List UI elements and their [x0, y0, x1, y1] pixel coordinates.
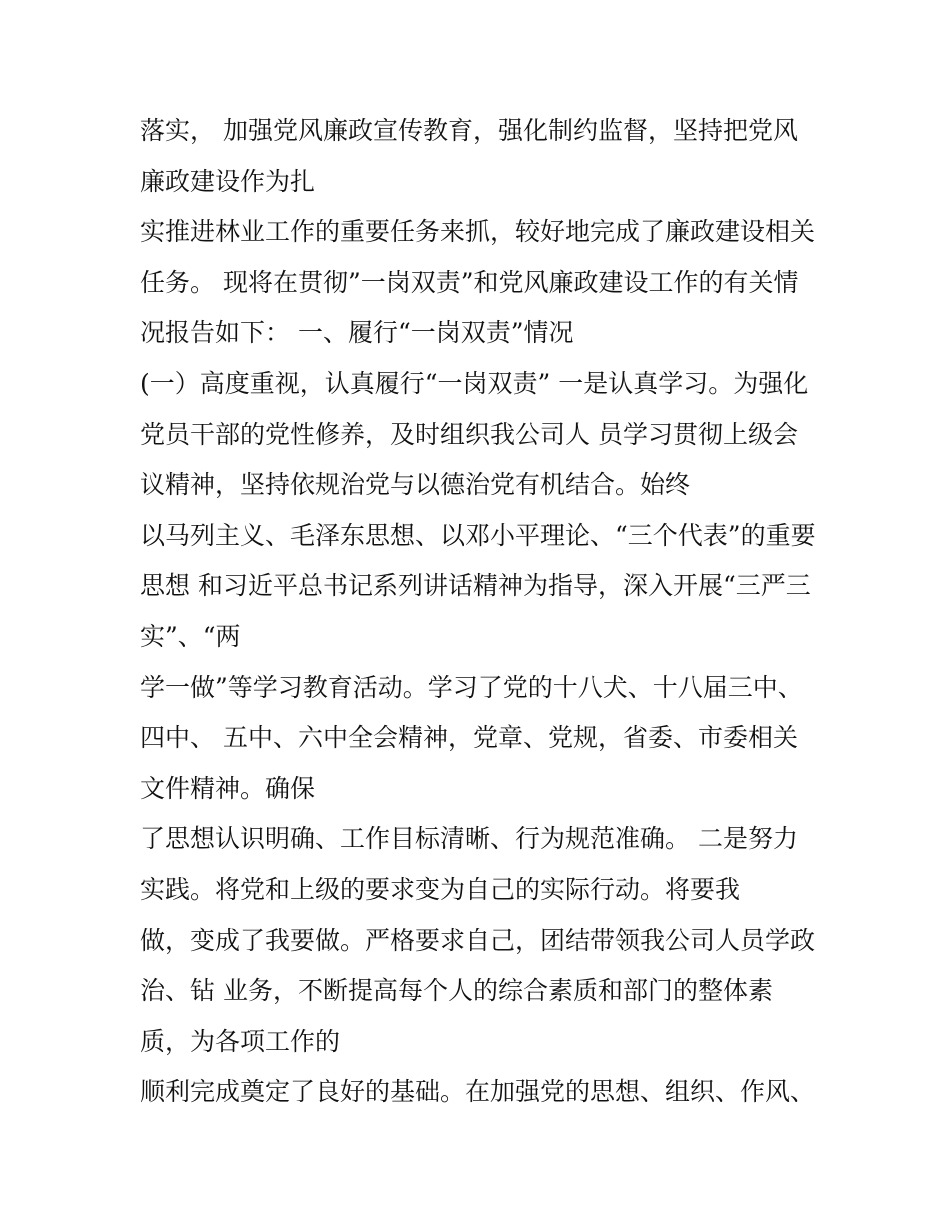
text-line: 廉政建设作为扎	[140, 166, 316, 196]
text-line: 实推进林业工作的重要任务来抓，较好地完成了廉政建设相关	[140, 217, 816, 247]
text-line: (一）高度重视，认真履行“一岗双责” 一是认真学习。为强化	[140, 368, 809, 398]
text-line: 况报告如下： 一、履行“一岗双责”情况	[140, 318, 574, 348]
text-line: 实”、“两	[140, 621, 241, 651]
text-line: 做，变成了我要做。严格要求自己，团结带领我公司人员学政	[140, 925, 816, 955]
text-line: 治、钻 业务，不断提高每个人的综合素质和部门的整体素	[140, 976, 773, 1006]
text-line: 学一做”等学习教育活动。学习了党的十八犬、十八届三中、	[140, 672, 803, 702]
text-line: 落实， 加强党风廉政宣传教育，强化制约监督，坚持把党风	[140, 116, 798, 145]
text-line: 任务。 现将在贯彻”一岗双责”和党风廉政建设工作的有关情	[140, 267, 799, 297]
text-line: 以马列主义、毛泽东思想、以邓小平理论、“三个代表”的重要	[140, 520, 816, 550]
text-line: 顺利完成奠定了良好的基础。在加强党的思想、组织、作风、	[140, 1077, 816, 1107]
text-line: 实践。将党和上级的要求变为自己的实际行动。将要我	[140, 874, 741, 904]
text-line: 文件精神。确保	[140, 773, 316, 803]
text-line: 质，为各项工作的	[140, 1026, 341, 1056]
text-line: 了思想认识明确、工作目标清晰、行为规范准确。 二是努力	[140, 824, 798, 854]
text-line: 议精神，坚持依规治党与以德治党有机结合。始终	[140, 470, 691, 500]
text-line: 党员干部的党性修养，及时组织我公司人 员学习贯彻上级会	[140, 419, 798, 449]
text-line: 思想 和习近平总书记系列讲话精神为指导，深入开展“三严三	[140, 571, 811, 601]
document-body	[140, 106, 830, 1118]
text-line: 四中、 五中、六中全会精神，党章、党规，省委、市委相关	[140, 723, 798, 753]
